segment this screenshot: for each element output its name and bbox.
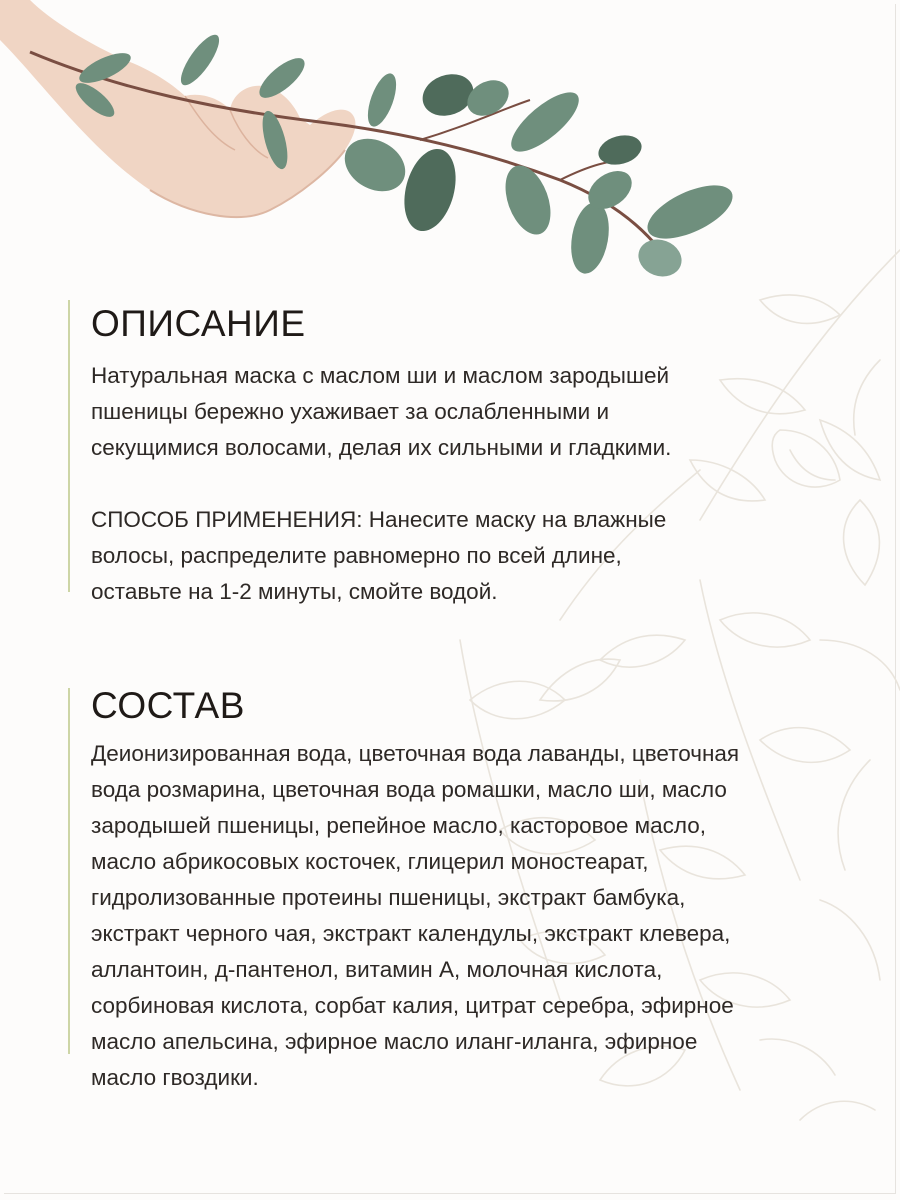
composition-text: Деионизированная вода, цветочная вода лаванды, цветочная вода розмарина, цветочная вода ромашки, масло ши, масло зародышей пшеницы, репейное масло, касторовое масло, масло абрикосовых косточек, глицерил моностеарат, гидролизованные протеины пшеницы, экстракт бамбука, экстракт черного чая, экстракт календулы, экстракт клевера, аллантоин, д-пантенол, витамин А, молочная кислота, сорбиновая кислота, сорбат калия, цитрат серебра, эфирное масло апельсина, эфирное масло иланг-иланга, эфирное масло гвоздики. bbox=[91, 741, 740, 1090]
description-section bbox=[68, 300, 828, 604]
description-heading: ОПИСАНИЕ bbox=[91, 303, 306, 344]
description-text: Натуральная маска с маслом ши и маслом зародышей пшеницы бережно ухаживает за ослабленными и секущимися волосами, делая их сильными и гладкими. bbox=[91, 363, 672, 460]
composition-heading: СОСТАВ bbox=[91, 685, 245, 726]
composition-section bbox=[68, 685, 828, 1090]
usage-text: СПОСОБ ПРИМЕНЕНИЯ: Нанесите маску на влажные волосы, распределите равномерно по всей длине, оставьте на 1-2 минуты, смойте водой. bbox=[91, 507, 667, 604]
hand-illustration bbox=[0, 0, 355, 217]
